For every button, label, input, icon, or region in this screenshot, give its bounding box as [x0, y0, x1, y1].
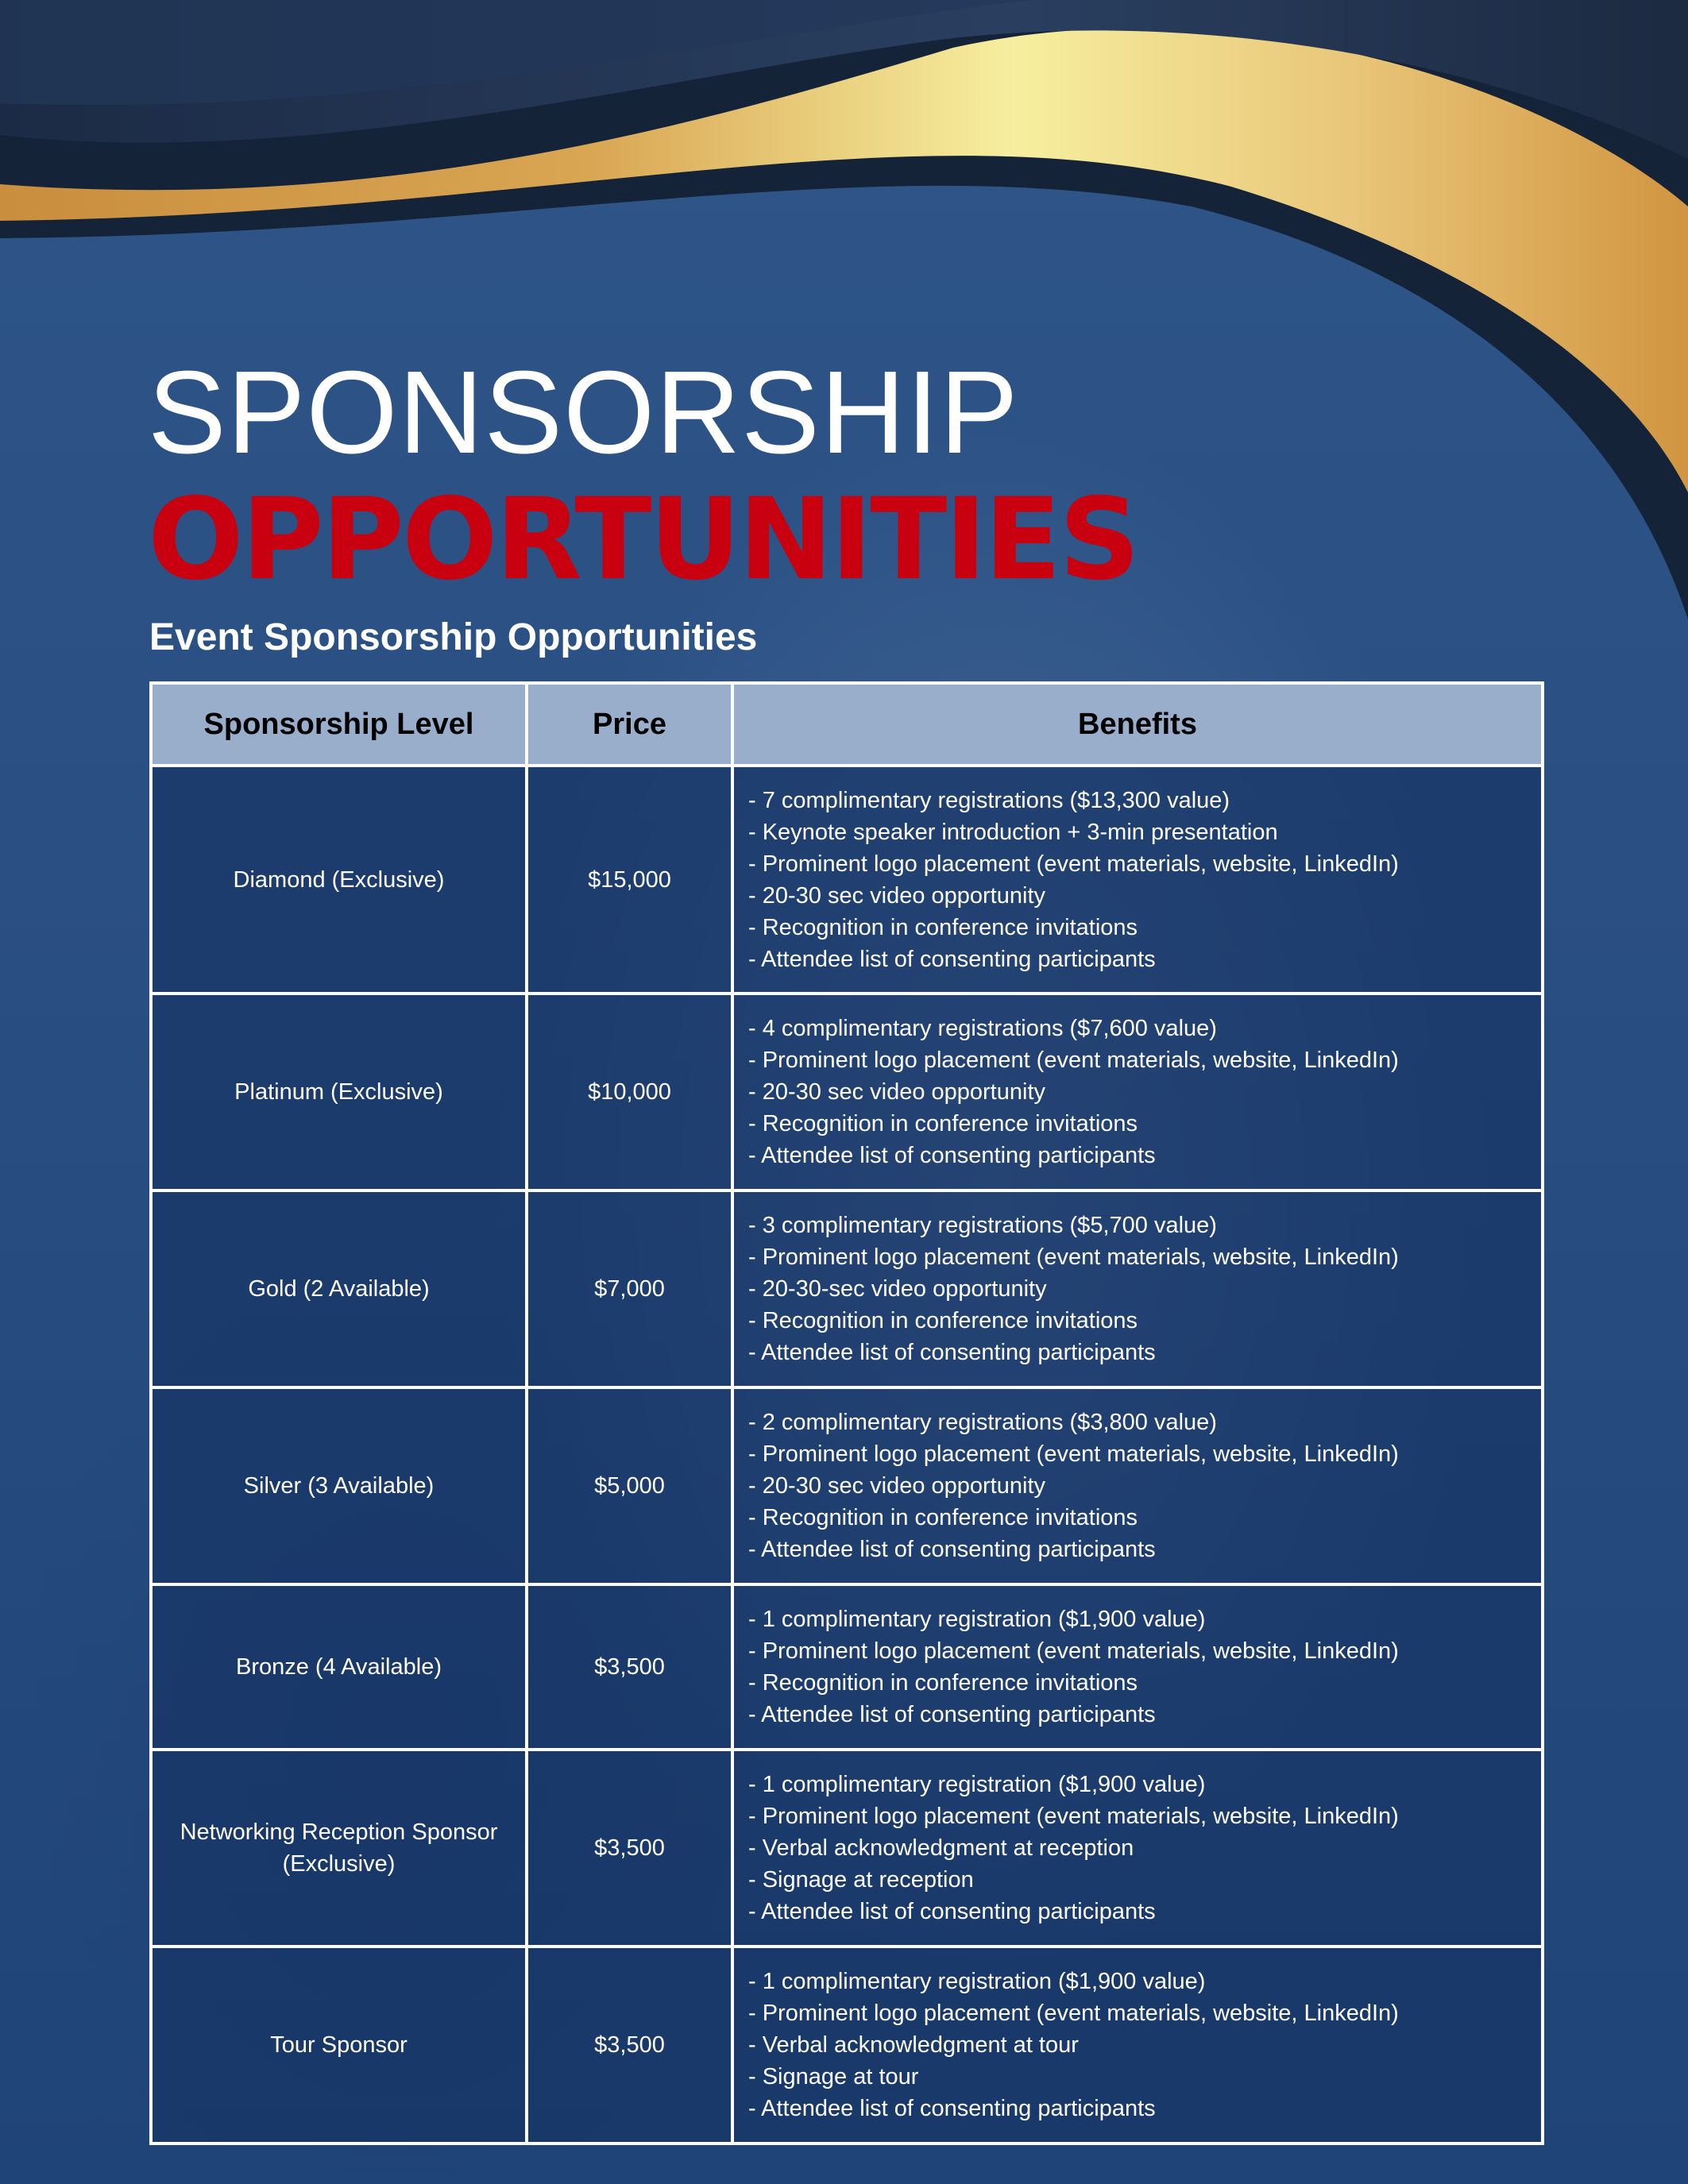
sponsorship-level: Platinum (Exclusive) [151, 994, 527, 1190]
section-heading: Event Sponsorship Opportunities [149, 616, 758, 658]
page-title: SPONSORSHIP [148, 347, 1019, 478]
benefit-item: - Attendee list of consenting participants [748, 1537, 1156, 1562]
benefit-item: - Prominent logo placement (event materials, website, LinkedIn) [748, 1441, 1399, 1467]
benefit-item: - Signage at reception [748, 1867, 974, 1893]
table-header-row [151, 683, 1543, 766]
benefit-item: - Attendee list of consenting participants [748, 946, 1156, 972]
benefit-item: - Verbal acknowledgment at reception [748, 1835, 1134, 1861]
sponsorship-price: $3,500 [527, 1750, 732, 1947]
benefit-item: - Attendee list of consenting participants [748, 1899, 1156, 1924]
table-row-diamond [151, 766, 1543, 994]
benefits-list [732, 1387, 1543, 1584]
benefit-item: - Prominent logo placement (event materials, website, LinkedIn) [748, 1244, 1399, 1270]
sponsorship-table [149, 681, 1544, 2145]
benefit-item: - Prominent logo placement (event materials, website, LinkedIn) [748, 1638, 1399, 1664]
benefit-item: - 1 complimentary registration ($1,900 value) [748, 1969, 1206, 1994]
sponsorship-level: Gold (2 Available) [151, 1190, 527, 1387]
sponsorship-price: $5,000 [527, 1387, 732, 1584]
sponsorship-level: Diamond (Exclusive) [151, 766, 527, 994]
benefit-item: - 4 complimentary registrations ($7,600 value) [748, 1016, 1217, 1041]
benefit-item: - Keynote speaker introduction + 3-min presentation [748, 819, 1278, 845]
column-header-level: Sponsorship Level [151, 683, 527, 766]
sponsorship-price: $3,500 [527, 1947, 732, 2143]
sponsorship-price: $3,500 [527, 1584, 732, 1750]
benefit-item: - Prominent logo placement (event materials, website, LinkedIn) [748, 1048, 1399, 1073]
benefit-item: - 20-30 sec video opportunity [748, 882, 1045, 909]
benefit-item: - Attendee list of consenting participants [748, 1340, 1156, 1365]
benefits-list [732, 1947, 1543, 2143]
table-row-tour [151, 1947, 1543, 2143]
benefit-item: - 1 complimentary registration ($1,900 value) [748, 1772, 1206, 1797]
sponsorship-price: $10,000 [527, 994, 732, 1190]
benefit-item: - Recognition in conference invitations [748, 1111, 1138, 1136]
sponsorship-price: $15,000 [527, 766, 732, 994]
sponsorship-price: $7,000 [527, 1190, 732, 1387]
benefits-list [732, 1750, 1543, 1947]
benefit-item: - 7 complimentary registrations ($13,300 value) [748, 787, 1230, 813]
benefit-item: - Verbal acknowledgment at tour [748, 2032, 1079, 2058]
benefit-item: - Attendee list of consenting participants [748, 1143, 1156, 1168]
benefits-list [732, 1190, 1543, 1387]
benefit-item: - Signage at tour [748, 2064, 919, 2089]
benefit-item: - Prominent logo placement (event materials, website, LinkedIn) [748, 2001, 1399, 2026]
benefit-item: - Recognition in conference invitations [748, 1308, 1138, 1333]
sponsorship-level: Silver (3 Available) [151, 1387, 527, 1584]
benefits-list [732, 994, 1543, 1190]
benefit-item: - Recognition in conference invitations [748, 914, 1138, 940]
column-header-price: Price [527, 683, 732, 766]
benefit-item: - 20-30 sec video opportunity [748, 1473, 1045, 1499]
benefit-item: - 1 complimentary registration ($1,900 value) [748, 1607, 1206, 1632]
benefit-item: - Prominent logo placement (event materials, website, LinkedIn) [748, 1804, 1399, 1829]
benefits-list [732, 766, 1543, 994]
benefit-item: - Recognition in conference invitations [748, 1670, 1138, 1696]
sponsorship-level: Networking Reception Sponsor (Exclusive) [151, 1750, 527, 1947]
column-header-benefits: Benefits [732, 683, 1543, 766]
benefit-item: - Attendee list of consenting participants [748, 2096, 1156, 2121]
benefit-item: - 2 complimentary registrations ($3,800 value) [748, 1410, 1217, 1435]
benefit-item: - Prominent logo placement (event materials, website, LinkedIn) [748, 851, 1399, 877]
table-row-platinum [151, 994, 1543, 1190]
benefit-item: - Attendee list of consenting participants [748, 1702, 1156, 1727]
benefit-item: - 3 complimentary registrations ($5,700 value) [748, 1213, 1217, 1238]
benefits-list [732, 1584, 1543, 1750]
table-row-bronze [151, 1584, 1543, 1750]
table-row-networking-reception [151, 1750, 1543, 1947]
benefit-item: - 20-30-sec video opportunity [748, 1276, 1047, 1302]
benefit-item: - Recognition in conference invitations [748, 1505, 1138, 1530]
sponsorship-level: Tour Sponsor [151, 1947, 527, 2143]
page-title-highlight: OPPORTUNITIES [148, 474, 1138, 605]
table-row-gold [151, 1190, 1543, 1387]
sponsorship-level: Bronze (4 Available) [151, 1584, 527, 1750]
benefit-item: - 20-30 sec video opportunity [748, 1079, 1045, 1105]
table-row-silver [151, 1387, 1543, 1584]
